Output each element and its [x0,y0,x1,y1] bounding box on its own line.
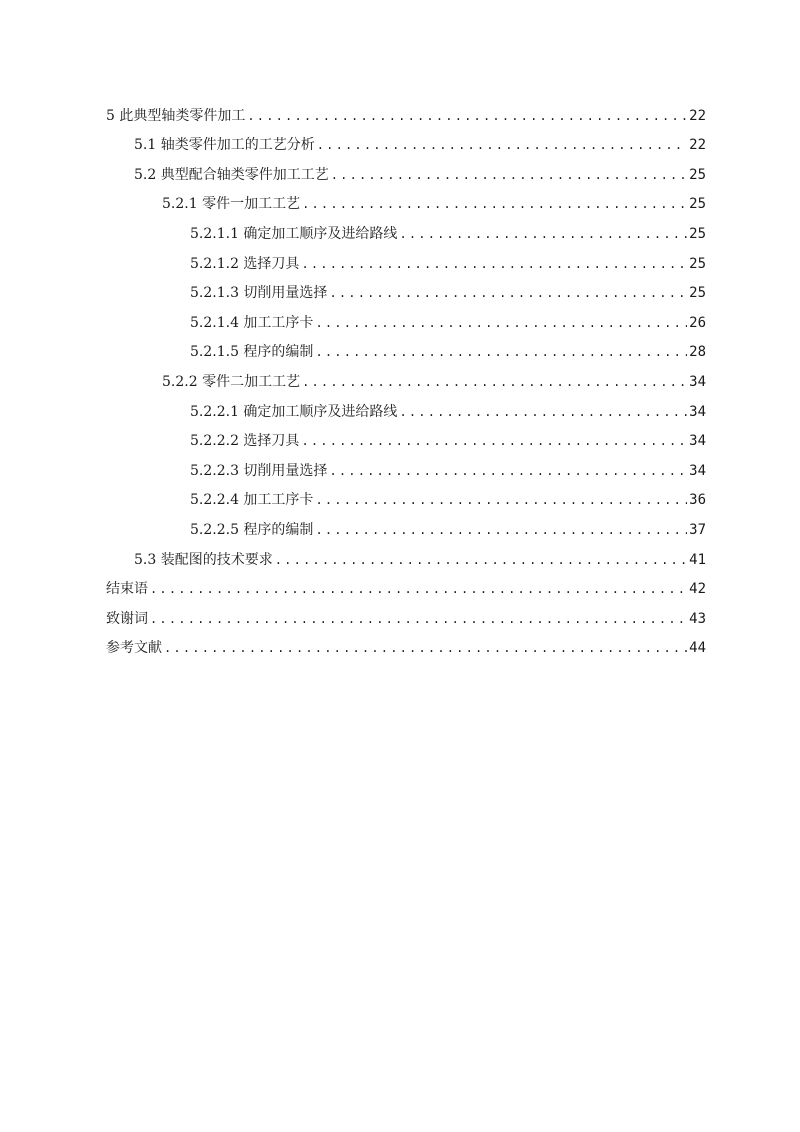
toc-dot-leader [317,135,687,155]
toc-entry-label: 5 此典型轴类零件加工 [106,107,246,124]
toc-entry-label: 5.2.2.2 选择刀具 [190,433,300,450]
toc-entry-label: 5.3 装配图的技术要求 [134,551,273,568]
toc-dot-leader [301,254,687,274]
toc-entry-label: 5.2.1.5 程序的编制 [190,344,314,361]
toc-entry[interactable] [106,629,706,659]
toc-page-number: 25 [689,196,706,213]
toc-dot-leader [331,165,687,185]
toc-dot-leader [275,550,687,570]
toc-page-number: 41 [689,551,706,568]
toc-page-number: 25 [689,166,706,183]
toc-page-number: 42 [689,581,706,598]
toc-dot-leader [315,342,687,362]
toc-entry[interactable] [106,570,706,600]
toc-entry-label: 参考文献 [106,640,162,657]
toc-entry-label: 5.2.2.3 切削用量选择 [190,462,328,479]
toc-entry-label: 5.2.1.1 确定加工顺序及进给路线 [190,225,398,242]
toc-entry[interactable] [106,274,706,304]
toc-page-number: 34 [689,462,706,479]
toc-entry-label: 5.2.2.4 加工工序卡 [190,492,314,509]
toc-page-number: 28 [689,344,706,361]
toc-page-number: 34 [689,373,706,390]
toc-entry[interactable] [106,244,706,274]
toc-entry[interactable] [106,451,706,481]
toc-dot-leader [399,224,687,244]
toc-entry-label: 5.1 轴类零件加工的工艺分析 [134,137,315,154]
toc-dot-leader [315,313,687,333]
toc-entry-label: 5.2.1.4 加工工序卡 [190,314,314,331]
toc-page-number: 22 [689,107,706,124]
toc-dot-leader [302,372,687,392]
toc-dot-leader [315,490,687,510]
toc-page-number: 44 [689,640,706,657]
toc-entry[interactable] [106,155,706,185]
toc-page-number: 43 [689,610,706,627]
toc-dot-leader [329,461,687,481]
toc-page-number: 37 [689,521,706,538]
toc-entry[interactable] [106,362,706,392]
toc-entry-label: 结束语 [106,581,148,598]
toc-dot-leader [399,402,687,422]
toc-entry-label: 5.2.1 零件一加工工艺 [162,196,301,213]
toc-page-number: 26 [689,314,706,331]
toc-entry[interactable] [106,333,706,363]
toc-entry-label: 5.2.1.3 切削用量选择 [190,285,328,302]
toc-dot-leader [329,283,687,303]
toc-entry-label: 5.2.2.5 程序的编制 [190,521,314,538]
toc-entry-label: 5.2.2.1 确定加工顺序及进给路线 [190,403,398,420]
toc-entry-label: 致谢词 [106,610,148,627]
toc-dot-leader [164,638,687,658]
toc-dot-leader [301,431,687,451]
toc-page-number: 25 [689,225,706,242]
toc-dot-leader [150,609,687,629]
toc-entry[interactable] [106,126,706,156]
table-of-contents [106,96,706,658]
toc-entry[interactable] [106,422,706,452]
toc-entry[interactable] [106,392,706,422]
toc-dot-leader [315,520,687,540]
toc-dot-leader [150,579,687,599]
toc-entry[interactable] [106,303,706,333]
toc-entry[interactable] [106,96,706,126]
toc-dot-leader [247,106,687,126]
toc-dot-leader [302,194,687,214]
toc-entry-label: 5.2 典型配合轴类零件加工工艺 [134,166,329,183]
toc-page-number: 25 [689,285,706,302]
toc-page-number: 34 [689,433,706,450]
toc-entry[interactable] [106,510,706,540]
toc-entry-label: 5.2.2 零件二加工工艺 [162,373,301,390]
toc-page-number: 36 [689,492,706,509]
toc-entry-label: 5.2.1.2 选择刀具 [190,255,300,272]
toc-entry[interactable] [106,540,706,570]
toc-page-number: 34 [689,403,706,420]
toc-entry[interactable] [106,599,706,629]
toc-entry[interactable] [106,214,706,244]
toc-page-number: 25 [689,255,706,272]
toc-entry[interactable] [106,481,706,511]
toc-entry[interactable] [106,185,706,215]
toc-page-number: 22 [689,137,706,154]
